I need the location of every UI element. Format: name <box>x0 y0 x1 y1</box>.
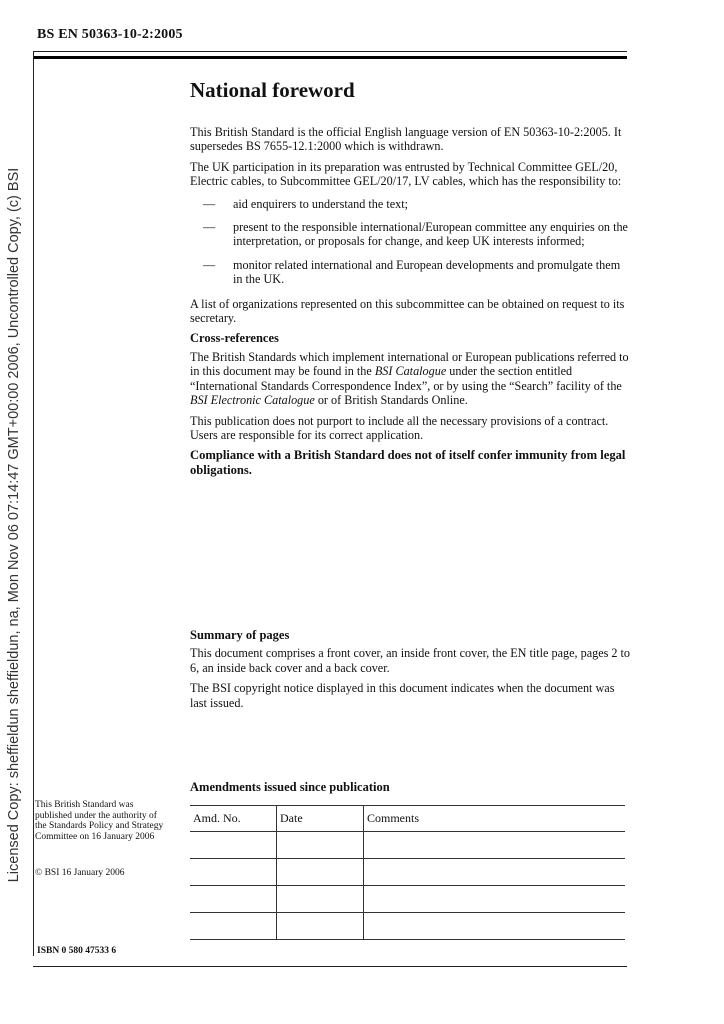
bsi-catalogue-title: BSI Catalogue <box>374 364 447 379</box>
table-row <box>190 913 625 940</box>
dash-bullet: — <box>203 220 216 235</box>
foreword-body <box>190 125 630 484</box>
column-header-comments: Comments <box>364 806 626 832</box>
summary-heading: Summary of pages <box>190 628 290 642</box>
copyright-notice: © BSI 16 January 2006 <box>35 868 125 878</box>
column-header-date: Date <box>277 806 364 832</box>
amendments-title: Amendments issued since publication <box>190 780 390 794</box>
table-row <box>190 886 625 913</box>
amendments-table <box>190 805 625 940</box>
bsi-electronic-catalogue-title: BSI Electronic Catalogue <box>190 393 315 408</box>
header-rule-thick <box>33 56 627 59</box>
isbn: ISBN 0 580 47533 6 <box>37 946 117 956</box>
cross-references-heading: Cross-references <box>190 331 279 346</box>
summary-section <box>190 628 630 716</box>
foreword-paragraph-2: The UK participation in its preparation was entrusted by Technical Committee GEL/20, Electric cables, to Subcommittee GEL/20/17, LV cables, which has the responsibility to: <box>190 159 622 189</box>
list-item: — aid enquirers to understand the text; <box>203 196 408 211</box>
footer-rule <box>33 966 627 967</box>
compliance-statement: Compliance with a British Standard does not of itself confer immunity from legal obligations. <box>190 448 626 477</box>
summary-paragraph-2: The BSI copyright notice displayed in this document indicates when the document was last issued. <box>190 681 615 710</box>
document-id-header: BS EN 50363-10-2:2005 <box>37 27 183 42</box>
summary-paragraph-1: This document comprises a front cover, an inside front cover, the EN title page, pages 2 to 6, an inside back cover and a back cover. <box>190 646 631 675</box>
foreword-paragraph-3: A list of organizations represented on this subcommittee can be obtained on request to its secretary. <box>190 296 625 326</box>
header-rule-thin <box>33 51 627 52</box>
table-row <box>190 859 625 886</box>
publication-authority-note: This British Standard was published under the authority of the Standards Policy and Strategy Committee on 16 January 2006 <box>35 800 164 842</box>
column-header-amd-no: Amd. No. <box>190 806 277 832</box>
license-watermark-text: Licensed Copy: sheffieldun sheffieldun, na, Mon Nov 06 07:14:47 GMT+00:00 2006, Uncontrolled Copy, (c) BSI <box>6 167 22 883</box>
page-title: National foreword <box>190 78 355 102</box>
responsibility-list <box>190 197 630 287</box>
dash-bullet: — <box>203 257 216 272</box>
cross-references-paragraph-2: This publication does not purport to include all the necessary provisions of a contract. Users are responsible for its correct application. <box>190 413 609 442</box>
list-item: — monitor related international and European developments and promulgate them in the UK. <box>203 257 621 287</box>
table-row <box>190 832 625 859</box>
left-margin-rule <box>33 51 34 956</box>
list-item: — present to the responsible international/European committee any enquiries on the interpretation, or proposals for change, and keep UK interests informed; <box>203 220 628 249</box>
cross-references-paragraph-1: The British Standards which implement international or European publications referred to in this document may be found in the BSI Catalogue under the section entitled “International Standards Correspondence Index”, or by using the “Search” facility of the BSI Electronic Catalogue or of British Standards Online. <box>190 349 629 408</box>
foreword-paragraph-1: This British Standard is the official English language version of EN 50363-10-2:2005. It supersedes BS 7655-12.1:2000 which is withdrawn. <box>190 125 622 154</box>
dash-bullet: — <box>203 196 216 211</box>
table-header-row <box>190 806 625 832</box>
